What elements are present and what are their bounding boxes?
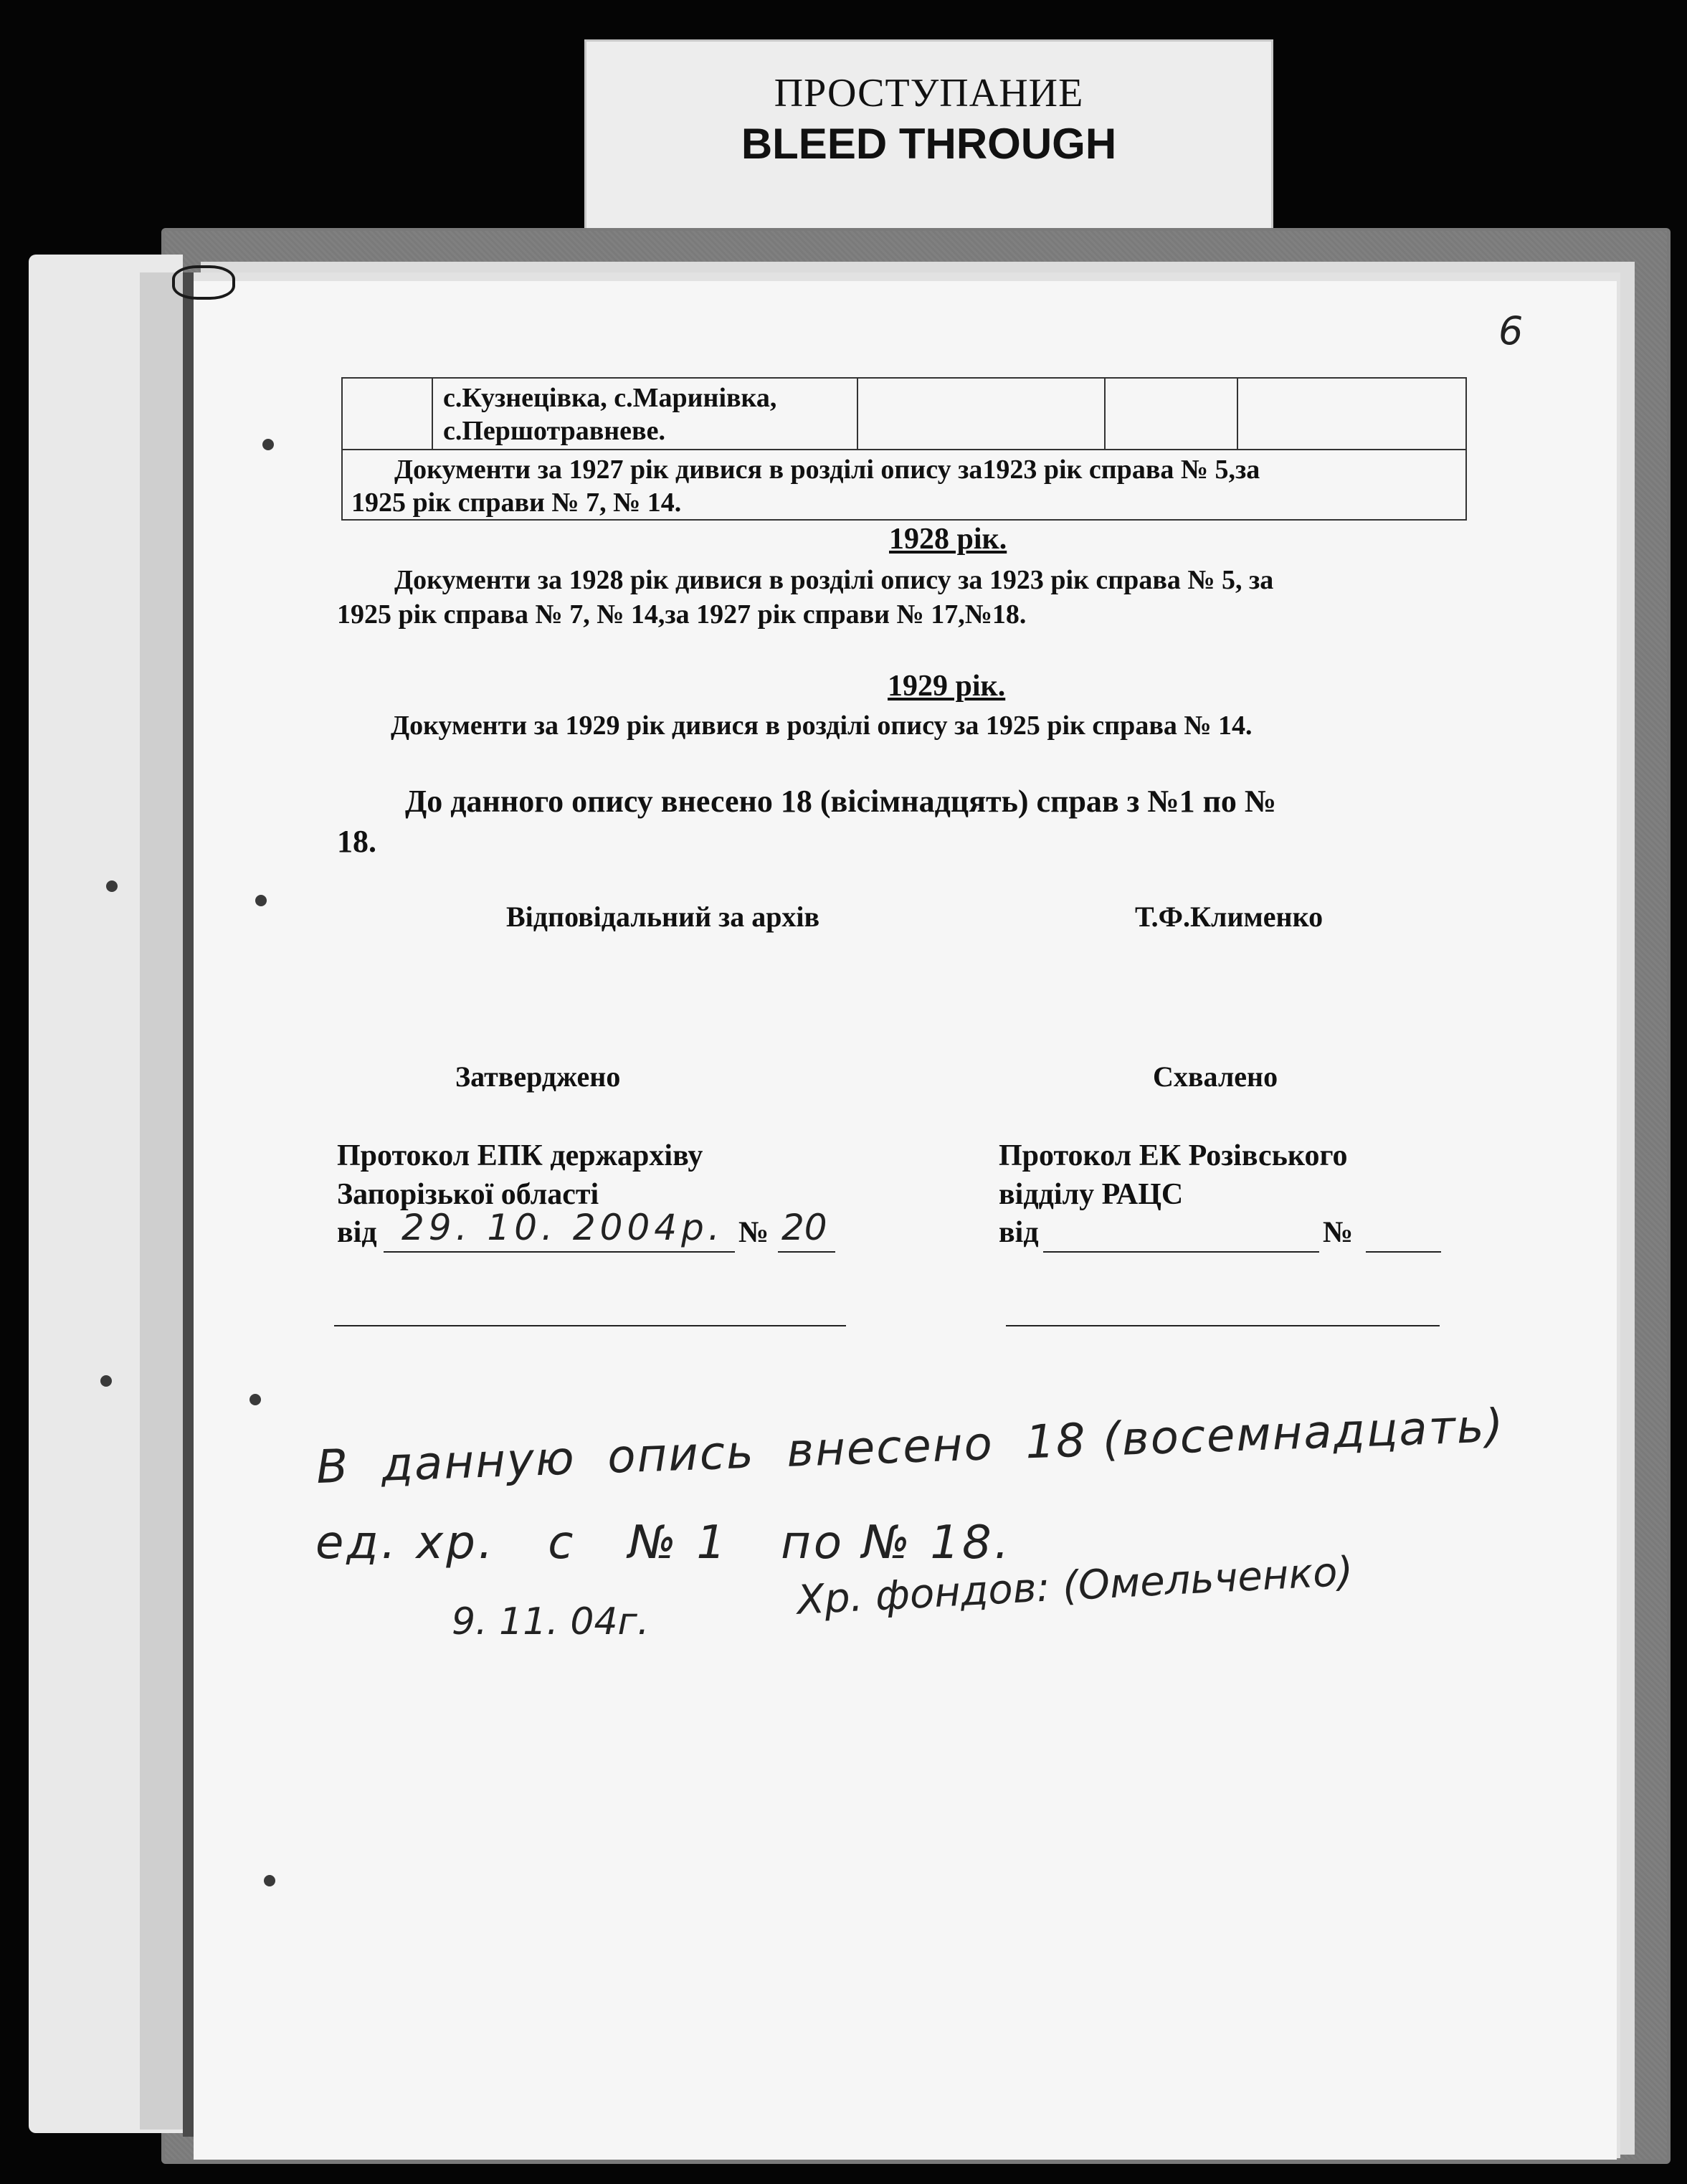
section-heading-1929: 1929 рік. bbox=[888, 670, 1006, 703]
endorsed-signature-line bbox=[1006, 1325, 1440, 1326]
endorsed-line: Протокол ЕК Розівського bbox=[999, 1139, 1348, 1172]
section-text-1928 bbox=[337, 563, 1470, 632]
endorsed-date-line bbox=[1043, 1251, 1319, 1253]
responsible-title: Відповідальний за архів bbox=[506, 901, 820, 933]
table-col-divider bbox=[857, 377, 858, 449]
bleed-through-label-card bbox=[584, 39, 1273, 248]
table-cell-line: с.Першотравневе. bbox=[443, 416, 665, 446]
label-line-russian: ПРОСТУПАНИЕ bbox=[774, 71, 1084, 115]
binder-rivet bbox=[106, 880, 118, 892]
punch-hole bbox=[250, 1394, 261, 1405]
table-cell-1927-note bbox=[351, 453, 1463, 519]
binder-strip-shade bbox=[140, 272, 183, 2130]
approved-number-handwritten: 20 bbox=[781, 1207, 827, 1248]
page-number: 6 bbox=[1498, 308, 1524, 353]
approved-date-handwritten: 29. 10. 2004р. bbox=[401, 1207, 724, 1248]
table-col-divider bbox=[432, 377, 433, 449]
endorsed-line: відділу РАЦС bbox=[999, 1178, 1184, 1211]
approved-no-label: № bbox=[738, 1216, 769, 1249]
endorsed-protocol bbox=[999, 1136, 1348, 1214]
table-cell-villages bbox=[443, 381, 776, 447]
binder-rivet bbox=[100, 1375, 112, 1387]
section-line: Документи за 1928 рік дивися в розділі опису за 1923 рік справа № 5, за bbox=[394, 565, 1274, 595]
approved-number-line bbox=[778, 1251, 835, 1253]
endorsed-no-label: № bbox=[1323, 1216, 1354, 1249]
summary-statement bbox=[337, 782, 1477, 862]
approved-line: Протокол ЕПК держархіву bbox=[337, 1139, 703, 1172]
table-col-divider bbox=[1237, 377, 1238, 449]
table-col-divider bbox=[1104, 377, 1106, 449]
table-row-divider bbox=[341, 449, 1467, 450]
approved-heading: Затверджено bbox=[455, 1060, 621, 1093]
section-line-1929: Документи за 1929 рік дивися в розділі опису за 1925 рік справа № 14. bbox=[391, 711, 1253, 741]
endorsed-vid-label: від bbox=[999, 1216, 1039, 1249]
punch-hole bbox=[264, 1875, 275, 1886]
summary-line: 18. bbox=[337, 824, 376, 859]
section-heading-1928: 1928 рік. bbox=[889, 523, 1007, 556]
approved-signature-line bbox=[334, 1325, 846, 1326]
approved-line: Запорізької області bbox=[337, 1178, 599, 1211]
approved-vid-label: від bbox=[337, 1216, 377, 1249]
table-cell-line: Документи за 1927 рік дивися в розділі опису за1923 рік справа № 5,за bbox=[394, 455, 1260, 485]
section-line: 1925 рік справа № 7, № 14,за 1927 рік справи № 17,№18. bbox=[337, 599, 1027, 630]
punch-hole bbox=[262, 439, 274, 450]
responsible-name: Т.Ф.Клименко bbox=[1135, 901, 1324, 933]
handwritten-date: 9. 11. 04г. bbox=[452, 1600, 650, 1643]
punch-hole bbox=[255, 895, 267, 906]
endorsed-heading: Схвалено bbox=[1153, 1060, 1278, 1093]
label-line-english: BLEED THROUGH bbox=[741, 120, 1117, 168]
handwritten-signature: Хр. фондов: (Омельченко) bbox=[796, 1548, 1354, 1624]
approved-date-line bbox=[384, 1251, 735, 1253]
summary-line: До данного опису внесено 18 (вісімнадцять) справ з №1 по № bbox=[405, 784, 1277, 819]
endorsed-number-line bbox=[1366, 1251, 1441, 1253]
table-cell-line: с.Кузнецівка, с.Маринівка, bbox=[443, 383, 777, 413]
approved-protocol bbox=[337, 1136, 703, 1214]
table-cell-line: 1925 рік справи № 7, № 14. bbox=[351, 488, 682, 518]
handwritten-note-line2: ед. хр. с № 1 по № 18. bbox=[315, 1516, 1012, 1570]
binding-wire bbox=[172, 265, 235, 300]
handwritten-note-line1: В данную опись внесено 18 (восемнадцать) bbox=[315, 1400, 1506, 1494]
